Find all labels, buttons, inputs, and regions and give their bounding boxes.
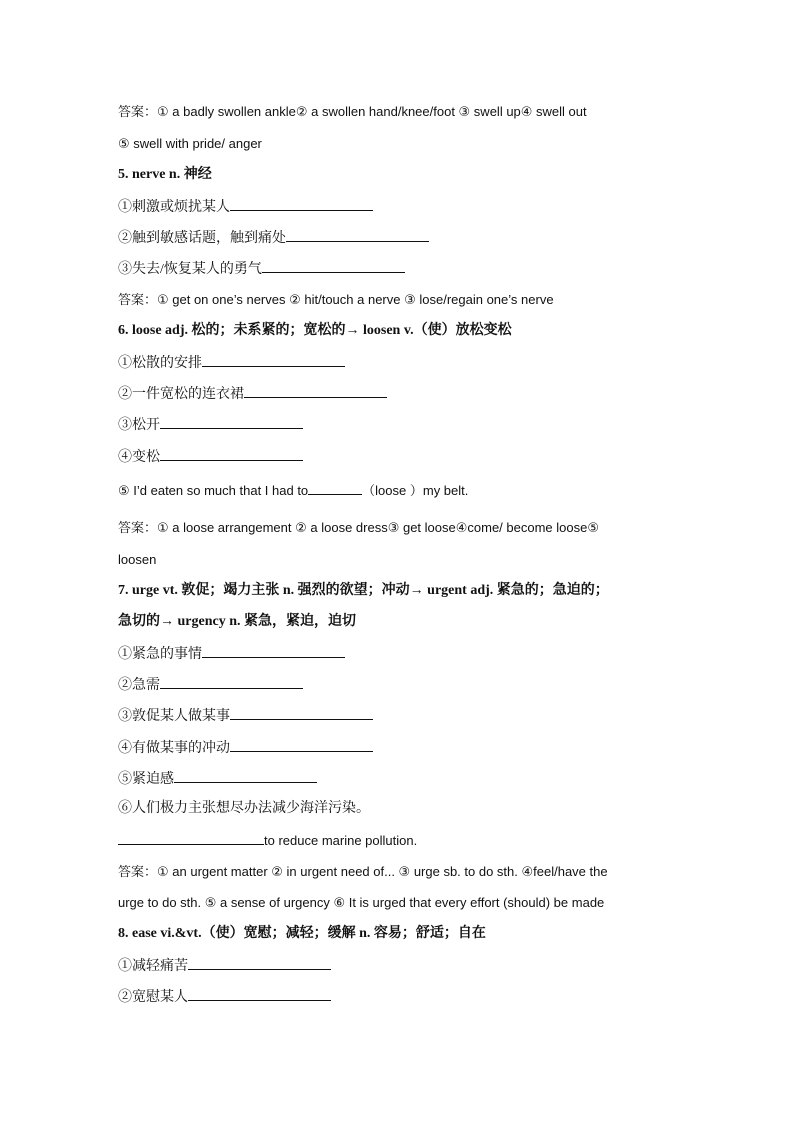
- section-7-answer-line1: 答案：① an urgent matter ② in urgent need of... ③ urge sb. to do sth. ④feel/have the: [118, 864, 608, 879]
- section-6-item-5: ⑤ I’d eaten so much that I had to （loose ）my belt.: [118, 480, 684, 501]
- answer-blank[interactable]: [202, 643, 345, 658]
- section-7-item-2: ②急需: [118, 674, 684, 696]
- section-7-heading-line1: 7. urge vt. 敦促；竭力主张 n. 强烈的欲望；冲动→ urgent adj. 紧急的；急迫的；: [118, 583, 609, 598]
- answer-blank[interactable]: [230, 196, 373, 211]
- section-5-item-2: ②触到敏感话题，触到痛处: [118, 227, 684, 249]
- answer-blank[interactable]: [174, 768, 317, 783]
- section-7-item-1: ①紧急的事情: [118, 643, 684, 665]
- answer-blank[interactable]: [244, 383, 387, 398]
- section-5-item-3: ③失去/恢复某人的勇气: [118, 258, 684, 280]
- section-6-item-3: ③松开: [118, 414, 684, 436]
- section-5-item-1: ①刺激或烦扰某人: [118, 196, 684, 218]
- section-6-item-1: ①松散的安排: [118, 352, 684, 374]
- answer-blank[interactable]: [230, 705, 373, 720]
- section-7-item-6-sentence: to reduce marine pollution.: [118, 830, 684, 851]
- section-7-heading-line2: 急切的→ urgency n. 紧急，紧迫，迫切: [118, 614, 356, 629]
- answer-blank[interactable]: [160, 414, 303, 429]
- section-7-answer-line2: urge to do sth. ⑤ a sense of urgency ⑥ It is urged that every effort (should) be made: [118, 895, 605, 910]
- answer-blank[interactable]: [188, 955, 331, 970]
- section-8-item-1: ①减轻痛苦: [118, 955, 684, 977]
- section-6-item-2: ②一件宽松的连衣裙: [118, 383, 684, 405]
- answer-blank[interactable]: [188, 986, 331, 1001]
- section-6-heading: 6. loose adj. 松的；未系紧的；宽松的→ loosen v.（使）放松变松: [118, 323, 512, 338]
- section-8-heading: 8. ease vi.&vt.（使）宽慰；减轻；缓解 n. 容易；舒适；自在: [118, 926, 486, 941]
- answer-blank[interactable]: [308, 480, 362, 495]
- answer-4-line1: 答案：① a badly swollen ankle② a swollen hand/knee/foot ③ swell up④ swell out: [118, 104, 587, 119]
- section-6-answer-line1: 答案：① a loose arrangement ② a loose dress③ get loose④come/ become loose⑤: [118, 520, 599, 535]
- answer-4-line2: ⑤ swell with pride/ anger: [118, 136, 262, 151]
- section-7-item-5: ⑤紧迫感: [118, 768, 684, 790]
- section-7-item-6: ⑥人们极力主张想尽办法减少海洋污染。: [118, 801, 370, 816]
- answer-blank[interactable]: [202, 352, 345, 367]
- answer-blank[interactable]: [118, 830, 264, 845]
- answer-blank[interactable]: [160, 674, 303, 689]
- section-7-item-3: ③敦促某人做某事: [118, 705, 684, 727]
- section-5-answer: 答案：① get on one’s nerves ② hit/touch a nerve ③ lose/regain one’s nerve: [118, 292, 554, 307]
- section-5-heading: 5. nerve n. 神经: [118, 167, 212, 182]
- answer-blank[interactable]: [286, 227, 429, 242]
- section-7-item-4: ④有做某事的冲动: [118, 737, 684, 759]
- answer-blank[interactable]: [230, 737, 373, 752]
- answer-blank[interactable]: [262, 258, 405, 273]
- section-6-answer-line2: loosen: [118, 552, 157, 567]
- section-8-item-2: ②宽慰某人: [118, 986, 684, 1008]
- answer-blank[interactable]: [160, 446, 303, 461]
- section-6-item-4: ④变松: [118, 446, 684, 468]
